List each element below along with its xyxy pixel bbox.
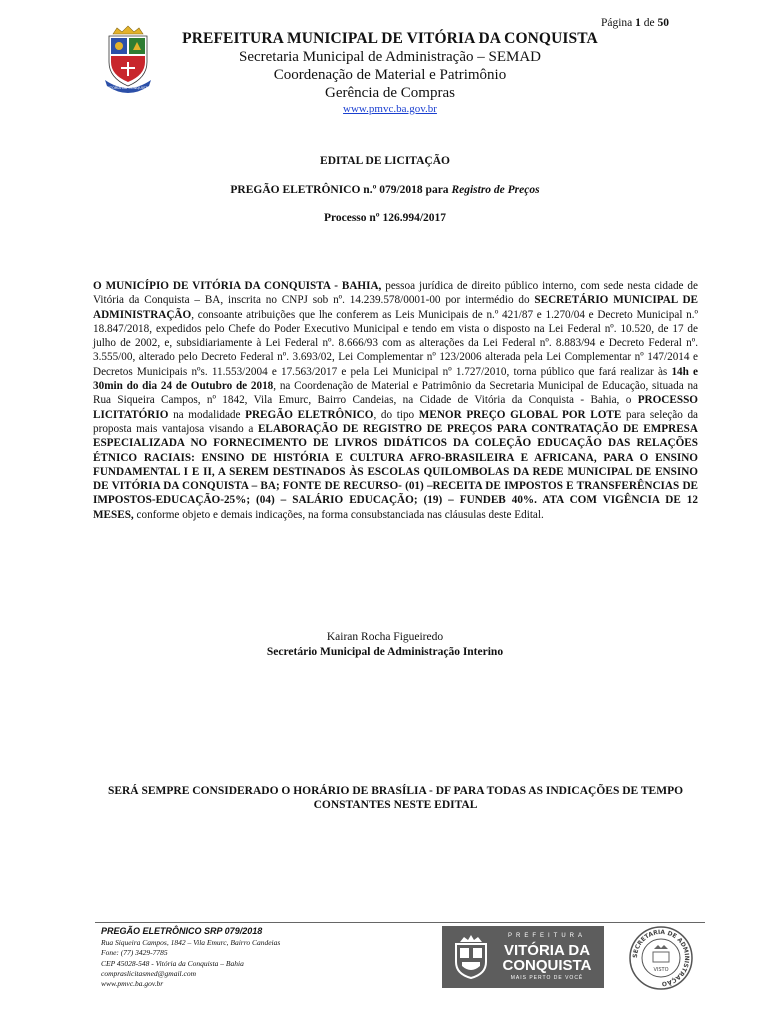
signatory-role: Secretário Municipal de Administração Interino xyxy=(266,646,504,658)
footer-site[interactable]: www.pmvc.ba.gov.br xyxy=(101,979,164,989)
municipality-name: O MUNICÍPIO DE VITÓRIA DA CONQUISTA - BAHIA, xyxy=(93,280,382,292)
svg-text:VITÓRIA DA CONQUISTA: VITÓRIA DA CONQUISTA xyxy=(106,86,150,90)
page-current: 1 xyxy=(635,17,641,29)
pregao-heading xyxy=(0,184,770,196)
city-emblem-icon xyxy=(450,934,492,980)
coat-of-arms-logo xyxy=(103,24,153,94)
footer-divider xyxy=(95,922,705,923)
svg-text:VISTO: VISTO xyxy=(653,967,669,973)
page-sep: de xyxy=(643,17,655,29)
signatory-name: Kairan Rocha Figueiredo xyxy=(326,631,444,643)
text-segment: para seleção da proposta mais vantajosa visando a xyxy=(93,408,699,435)
criterion-label: MENOR PREÇO GLOBAL POR LOTE xyxy=(418,408,622,421)
text-segment: , consoante atribuições que lhe conferem as Leis Municipais de n.º 421/87 e 1.270/04 e Decreto Municipal n.º 18.847/2018, expedidos pelo Chefe do Poder Executivo Municipal e tendo em vista o disposto na Lei Federal nº. 10.520, de 17 de julho de 2002, e, subsidiariamente à Lei Federal nº. 8.666/93 com as alterações da Lei Federal nº. 8.883/94 e Decreto Federal nº. 3.555/00, alterado pelo Decreto Federal nº. 3.693/02, Lei Complementar nº 123/2006 alterada pela Lei Complementar nº 147/2014 e Decretos Municipais nºs. 11.553/2004 e 17.563/2017 e pela Lei Municipal nº 1.727/2010, torna público que fará realizar às xyxy=(93,308,698,378)
footer-title: PREGÃO ELETRÔNICO SRP 079/2018 xyxy=(101,926,263,936)
brand-name-line1: VITÓRIA DA xyxy=(503,942,591,959)
administration-stamp xyxy=(628,925,694,991)
footer-cep: CEP 45028-548 - Vitória da Conquista – Bahia xyxy=(101,958,244,968)
brand-small-text: PREFEITURA xyxy=(507,933,586,939)
institution-title: PREFEITURA MUNICIPAL DE VITÓRIA DA CONQUISTA xyxy=(182,30,598,47)
modality-label: PREGÃO ELETRÔNICO xyxy=(245,408,374,421)
brand-name-line2: CONQUISTA xyxy=(502,957,592,974)
website-link[interactable]: www.pmvc.ba.gov.br xyxy=(343,103,437,115)
city-brand-logo xyxy=(442,926,604,988)
session-datetime: 14h e 30min do dia 24 de Outubro de 2018 xyxy=(93,365,699,393)
text-segment: , na Coordenação de Material e Patrimônio da Secretaria Municipal de Educação, situada na Rua Siqueira Campos, nº 1842, Vila Emurc, Bairro Candeias, na Cidade de Vitória da Conquista - Bahia, o xyxy=(93,380,699,407)
footer-contact xyxy=(101,925,361,989)
text-segment: pessoa jurídica de direito público interno, com sede nesta cidade de Vitória da Conquista – BA, inscrita no CNPJ sob nº. 14.239.578/0001-00 por intermédio do xyxy=(93,280,698,307)
management-line: Gerência de Compras xyxy=(325,85,455,101)
footer-address: Rua Siqueira Campos, 1842 – Vila Emurc, Bairro Candeias xyxy=(101,938,281,947)
page-label: Página xyxy=(600,17,633,29)
edital-heading: EDITAL DE LICITAÇÃO xyxy=(320,155,450,167)
page-number xyxy=(601,17,669,29)
timezone-notice: SERÁ SEMPRE CONSIDERADO O HORÁRIO DE BRASÍLIA - DF PARA TODAS AS INDICAÇÕES DE TEMPO CONSTANTES NESTE EDITAL xyxy=(107,785,684,811)
text-segment: , do tipo xyxy=(373,408,419,421)
svg-text:SECRETARIA DE ADMINISTRAÇÃO: SECRETARIA DE ADMINISTRAÇÃO xyxy=(631,928,691,988)
letterhead xyxy=(170,30,610,117)
page-total: 50 xyxy=(657,17,669,29)
secretary-title: SECRETÁRIO MUNICIPAL DE ADMINISTRAÇÃO xyxy=(93,294,698,321)
processo-heading: Processo nº 126.994/2017 xyxy=(323,212,447,224)
coordination-line: Coordenação de Material e Patrimônio xyxy=(273,67,507,83)
preamble-paragraph xyxy=(93,279,698,522)
text-segment: na modalidade xyxy=(168,408,246,421)
department-line: Secretaria Municipal de Administração – SEMAD xyxy=(238,49,541,65)
text-segment: conforme objeto e demais indicações, na forma consubstanciada nas cláusulas deste Edital. xyxy=(133,508,544,521)
process-label: PROCESSO LICITATÓRIO xyxy=(93,394,698,421)
footer-phone: Fone: (77) 3429-7785 xyxy=(101,948,168,958)
pregao-type: Registro de Preços xyxy=(451,184,540,196)
brand-tagline: MAIS PERTO DE VOCÊ xyxy=(510,975,584,981)
pregao-number: PREGÃO ELETRÔNICO n.º 079/2018 para xyxy=(230,184,449,196)
object-description: ELABORAÇÃO DE REGISTRO DE PREÇOS PARA CONTRATAÇÃO DE EMPRESA ESPECIALIZADA NO FORNECIMENTO DE LIVROS DIDÁTICOS DA COLEÇÃO EDUCAÇÃO DAS RELAÇÕES ÉTNICO RACIAIS: ENSINO DE HISTÓRIA E CULTURA AFRO-BRASILEIRA E AFRICANA, PARA O ENSINO FUNDAMENTAL I E II, A SEREM DESTINADOS ÀS ESCOLAS QUILOMBOLAS DA REDE MUNICIPAL DE ENSINO DE VITÓRIA DA CONQUISTA – BA; FONTE DE RECURSO- (01) –RECEITA DE IMPOSTOS E TRANSFERÊNCIAS DE IMPOSTOS-EDUCAÇÃO-25%; (04) – SALÁRIO EDUCAÇÃO; (19) – FUNDEB 40%. ATA COM VIGÊNCIA DE 12 MESES, xyxy=(93,422,698,521)
footer-email[interactable]: compraslicitasmed@gmail.com xyxy=(101,968,197,978)
